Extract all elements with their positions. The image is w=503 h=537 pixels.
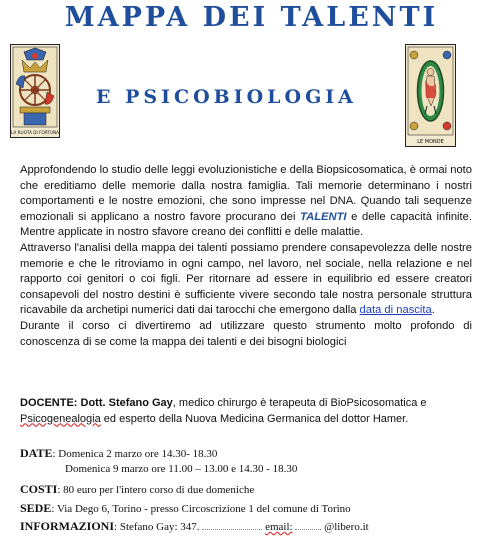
paragraph-1 <box>20 163 472 241</box>
description-text <box>20 163 472 350</box>
psicogenealogia-word: Psicogenealogia <box>20 412 101 425</box>
docente-text-b: ed esperto della Nuova Medicina Germanica del dottor Hamer. <box>100 412 409 425</box>
left-card-caption: LA RUOTA DI FORTUNA <box>10 130 60 135</box>
informazioni-row <box>20 519 369 534</box>
costi-text: : 80 euro per l'intero corso di due domeniche <box>57 484 255 496</box>
talenti-emphasis: TALENTI <box>300 210 347 223</box>
sede-row <box>20 501 351 516</box>
page-title: MAPPA DEI TALENTI <box>64 2 439 33</box>
costi-row <box>20 482 254 497</box>
date-label: DATE <box>20 446 53 460</box>
page-subtitle: E PSICOBIOLOGIA <box>96 86 357 108</box>
sede-label: SEDE <box>20 501 52 515</box>
paragraph-2-end: . <box>431 304 435 317</box>
tarot-card-wheel-of-fortune <box>10 44 60 138</box>
date-row-2 <box>65 463 297 475</box>
informazioni-label: INFORMAZIONI <box>20 519 115 533</box>
paragraph-2 <box>20 241 472 319</box>
docente-text-a: , medico chirurgo è terapeuta di BioPsicosomatica e <box>172 397 427 409</box>
docente-label: DOCENTE: Dott. Stefano Gay <box>20 397 173 409</box>
costi-label: COSTI <box>20 482 58 496</box>
sede-text: : Via Dego 6, Torino - presso Circoscrizione 1 del comune di Torino <box>51 503 351 515</box>
world-card-image <box>405 44 456 147</box>
informazioni-name: : Stefano Gay: 347. <box>114 521 200 533</box>
date-row-1 <box>20 446 217 461</box>
date-2: Domenica 9 marzo ore 11.00 – 13.00 e 14.30 - 18.30 <box>65 463 298 475</box>
paragraph-2-start: Attraverso l'analisi della mappa dei talenti possiamo prendere consapevolezza delle nostre memorie e che le ritroviamo in ogni campo, nel lavoro, nel sociale, nella relazione e nel rapporto coi genitori o coi figli. Per ritornare ad essere in equilibrio ed essere creatori consapevoli del nostro destini è sufficiente vivere secondo tale nostra personale struttura ricavabile da archetipi numerici dati dai tarocchi che emergono dalla <box>20 241 472 317</box>
date-1: : Domenica 2 marzo ore 14.30- 18.30 <box>52 448 218 460</box>
paragraph-1-start: Approfondendo lo studio delle leggi evoluzionistiche e della Biopsicosomatica, è ormai noto che ereditiamo delle memorie dalla nostra famiglia. Tali memorie determinano i nostri comportamenti e le nostre emozioni, che sono impresse nel DNA. Quando tali sequenze emozionali si applicano a nostro favore procurano dei <box>20 164 472 223</box>
email-domain[interactable]: @libero.it <box>324 521 369 533</box>
data-di-nascita-link[interactable]: data di nascita <box>359 304 432 317</box>
tarot-card-world <box>405 44 456 147</box>
wheel-of-fortune-image <box>10 44 60 138</box>
phone-redacted <box>202 529 262 530</box>
docente-section <box>20 396 480 427</box>
email-label: email: <box>265 521 293 533</box>
paragraph-1-end: e delle capacità infinite. Mentre applicate in nostro sfavore creano dei conflitti e delle malattie. <box>20 210 472 239</box>
right-card-caption: LE MONDE <box>417 139 444 145</box>
paragraph-3: Durante il corso ci divertiremo ad utilizzare questo strumento molto profondo di conoscenza di se come la mappa dei talenti e dei bisogni biologici <box>20 319 472 348</box>
email-redacted <box>295 529 321 530</box>
